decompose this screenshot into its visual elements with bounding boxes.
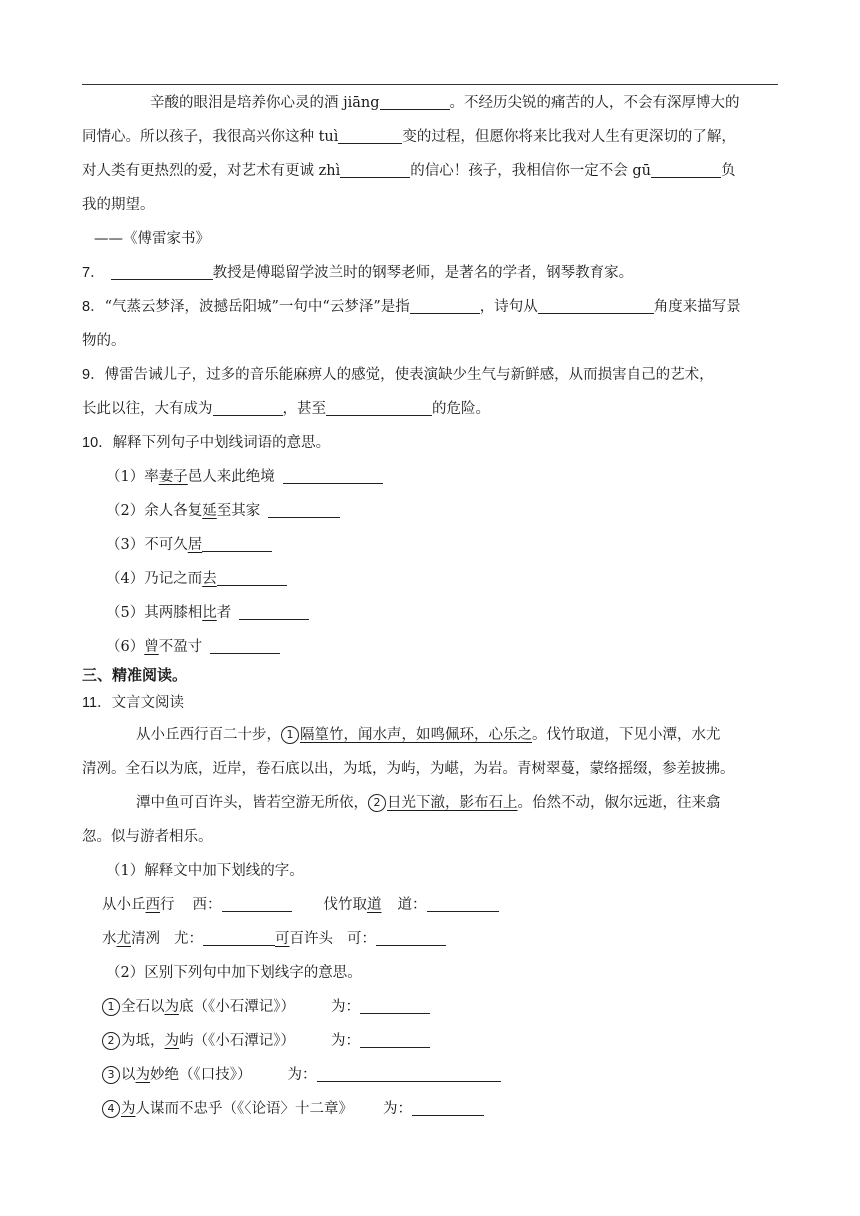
- item-number: （1）: [106, 469, 145, 485]
- subquestion-2-row-2: [102, 1030, 430, 1052]
- circled-number: 1: [102, 998, 120, 1016]
- underlined-sentence: 日光下澈，影布石上: [387, 795, 518, 811]
- item-text: 百许头: [289, 931, 333, 947]
- item-text: 为坻，: [121, 1033, 165, 1049]
- question-text: 傅雷告诫儿子，过多的音乐能麻痹人的感觉，使表演缺少生气与新鲜感，从而损害自己的艺术，: [104, 367, 714, 383]
- question-text: ，诗句从: [479, 299, 538, 315]
- question-7: [82, 262, 633, 284]
- passage-text: 变的过程，但愿你将来比我对人生有更深切的了解，: [402, 129, 736, 145]
- item-text: 全石以: [121, 999, 165, 1015]
- passage-text: 。不经历尖锐的痛苦的人，不会有深厚博大的: [449, 95, 740, 111]
- subquestion-2-row-4: [102, 1098, 484, 1120]
- item-text: 行: [160, 897, 175, 913]
- answer-blank[interactable]: [283, 467, 383, 484]
- underlined-word: 妻子: [158, 469, 188, 485]
- answer-blank[interactable]: [340, 161, 410, 178]
- answer-blank[interactable]: [317, 1065, 501, 1082]
- answer-blank[interactable]: [380, 93, 450, 110]
- item-text: 其两膝相: [144, 605, 203, 621]
- q10-item-5: [106, 602, 309, 624]
- underlined-word: 为: [164, 1033, 179, 1049]
- q10-item-4: [106, 568, 287, 590]
- answer-blank[interactable]: [376, 929, 446, 946]
- q10-item-1: [106, 466, 383, 488]
- question-number: 7．: [82, 265, 105, 281]
- answer-blank[interactable]: [111, 263, 213, 280]
- question-text: 解释下列句子中划线词语的意思。: [112, 435, 331, 451]
- subquestion-2-row-3: [102, 1064, 501, 1086]
- item-text: 至其家: [216, 503, 261, 519]
- circled-number: 1: [281, 726, 299, 744]
- circled-number: 3: [102, 1066, 120, 1084]
- answer-blank[interactable]: [222, 895, 292, 912]
- item-text: 伐竹取: [323, 897, 367, 913]
- item-text: 水: [102, 931, 117, 947]
- section-heading: 三、精准阅读。: [82, 666, 188, 684]
- reading-line-2: 清冽。全石以为底，近岸，卷石底以出，为坻，为屿，为嵁，为岩。青树翠蔓，蒙络摇缀，参差披拂。: [82, 761, 735, 777]
- circled-number: 4: [102, 1100, 120, 1118]
- item-number: （5）: [106, 605, 145, 621]
- answer-blank[interactable]: [210, 637, 280, 654]
- passage-text: 同情心。所以孩子，我很高兴你这种 tuì: [82, 129, 339, 145]
- answer-label: 为：: [383, 1101, 412, 1117]
- item-text: 清冽: [131, 931, 160, 947]
- item-text: 妙绝（《口技》）: [150, 1067, 252, 1083]
- answer-blank[interactable]: [217, 569, 287, 586]
- answer-blank[interactable]: [410, 297, 480, 314]
- reading-text: 从小丘西行百二十步，: [136, 727, 281, 743]
- answer-blank[interactable]: [360, 1031, 430, 1048]
- subquestion-1-row-2: [102, 928, 446, 950]
- item-text: 不盈寸: [158, 639, 203, 655]
- item-text: 率: [144, 469, 159, 485]
- answer-label: 为：: [331, 999, 360, 1015]
- reading-line-1: [136, 724, 721, 746]
- question-text: 角度来描写景: [653, 299, 741, 315]
- passage-source: ——《傅雷家书》: [94, 231, 210, 247]
- item-text: 邑人来此绝境: [187, 469, 275, 485]
- underlined-word: 比: [202, 605, 217, 621]
- question-number: 9．: [82, 367, 105, 383]
- q10-item-2: [106, 500, 340, 522]
- passage-line-1: [150, 92, 740, 114]
- passage-text: 负: [720, 163, 736, 179]
- reading-text: 。伐竹取道，下见小潭，水尤: [532, 727, 721, 743]
- underlined-word: 尤: [116, 931, 131, 947]
- underlined-word: 去: [202, 571, 217, 587]
- answer-blank[interactable]: [268, 501, 340, 518]
- passage-line-3: [82, 160, 735, 182]
- item-text: 乃记之而: [144, 571, 203, 587]
- underlined-word: 西: [145, 897, 160, 913]
- subquestion-1: （1）解释文中加下划线的字。: [106, 863, 304, 879]
- underlined-word: 为: [135, 1067, 150, 1083]
- question-9: [82, 364, 714, 386]
- answer-blank[interactable]: [203, 929, 275, 946]
- underlined-word: 曾: [144, 639, 159, 655]
- item-text: 不可久: [144, 537, 188, 553]
- circled-number: 2: [368, 794, 386, 812]
- answer-label: 可：: [347, 931, 376, 947]
- item-text: 屿（《小石潭记》）: [179, 1033, 295, 1049]
- answer-label: 西：: [192, 897, 222, 913]
- question-text: 文言文阅读: [111, 695, 185, 711]
- question-number: 8．: [82, 299, 105, 315]
- underlined-word: 为: [121, 1101, 136, 1117]
- question-text: 教授是傅聪留学波兰时的钢琴老师，是著名的学者，钢琴教育家。: [212, 265, 634, 281]
- answer-blank[interactable]: [239, 603, 309, 620]
- question-11: [82, 692, 184, 714]
- item-text: 者: [216, 605, 232, 621]
- answer-blank[interactable]: [338, 127, 402, 144]
- answer-blank[interactable]: [213, 399, 283, 416]
- item-number: （2）: [106, 503, 145, 519]
- answer-blank[interactable]: [326, 399, 432, 416]
- item-text: 从小丘: [102, 897, 146, 913]
- underlined-word: 延: [202, 503, 217, 519]
- answer-blank[interactable]: [360, 997, 430, 1014]
- item-text: 人谋而不忠乎（《〈论语〉十二章》: [135, 1101, 353, 1117]
- subquestion-2-row-1: [102, 996, 430, 1018]
- item-text: 底（《小石潭记》）: [179, 999, 295, 1015]
- answer-blank[interactable]: [202, 535, 272, 552]
- underlined-word: 可: [275, 931, 290, 947]
- underlined-word: 居: [187, 537, 203, 553]
- question-10: [82, 432, 330, 454]
- item-number: （6）: [106, 639, 145, 655]
- question-8: [82, 296, 741, 318]
- subquestion-2: （2）区别下列句中加下划线字的意思。: [106, 965, 362, 981]
- circled-number: 2: [102, 1032, 120, 1050]
- question-number: 10．: [82, 435, 113, 451]
- answer-blank[interactable]: [412, 1099, 484, 1116]
- question-text: “气蒸云梦泽，波撼岳阳城”一句中“云梦泽”是指: [104, 299, 410, 315]
- question-number: 11．: [82, 695, 112, 711]
- answer-blank[interactable]: [427, 895, 499, 912]
- passage-line-4: 我的期望。: [82, 197, 155, 213]
- answer-label: 尤：: [174, 931, 203, 947]
- reading-text: 。佁然不动，俶尔远逝，往来翕: [517, 795, 721, 811]
- answer-label: 为：: [287, 1067, 317, 1083]
- reading-line-3: [136, 792, 721, 814]
- item-number: （4）: [106, 571, 145, 587]
- reading-text: 潭中鱼可百许头，皆若空游无所依，: [136, 795, 368, 811]
- question-8-cont: 物的。: [82, 333, 126, 349]
- q10-item-3: [106, 534, 272, 556]
- item-number: （3）: [106, 537, 145, 553]
- underlined-word: 道: [367, 897, 382, 913]
- reading-line-4: 忽。似与游者相乐。: [82, 829, 213, 845]
- answer-label: 道：: [397, 897, 427, 913]
- passage-line-2: [82, 126, 736, 148]
- item-text: 以: [121, 1067, 136, 1083]
- passage-text: 辛酸的眼泪是培养你心灵的酒 jiāng: [150, 95, 380, 111]
- answer-label: 为：: [331, 1033, 360, 1049]
- passage-text: 对人类有更热烈的爱，对艺术有更诚 zhì: [82, 163, 341, 179]
- question-text: 的危险。: [432, 401, 490, 417]
- answer-blank[interactable]: [538, 297, 654, 314]
- item-text: 余人各复: [144, 503, 203, 519]
- header-rule: [82, 84, 778, 85]
- question-text: 长此以往，大有成为: [82, 401, 213, 417]
- question-text: ，甚至: [282, 401, 326, 417]
- answer-blank[interactable]: [651, 161, 721, 178]
- passage-text: 的信心！孩子，我相信你一定不会 gū: [410, 163, 651, 179]
- subquestion-1-row-1: [102, 894, 499, 916]
- underlined-sentence: 隔篁竹，闻水声，如鸣佩环，心乐之: [300, 727, 532, 743]
- underlined-word: 为: [164, 999, 179, 1015]
- question-9-cont: [82, 398, 490, 420]
- q10-item-6: [106, 636, 280, 658]
